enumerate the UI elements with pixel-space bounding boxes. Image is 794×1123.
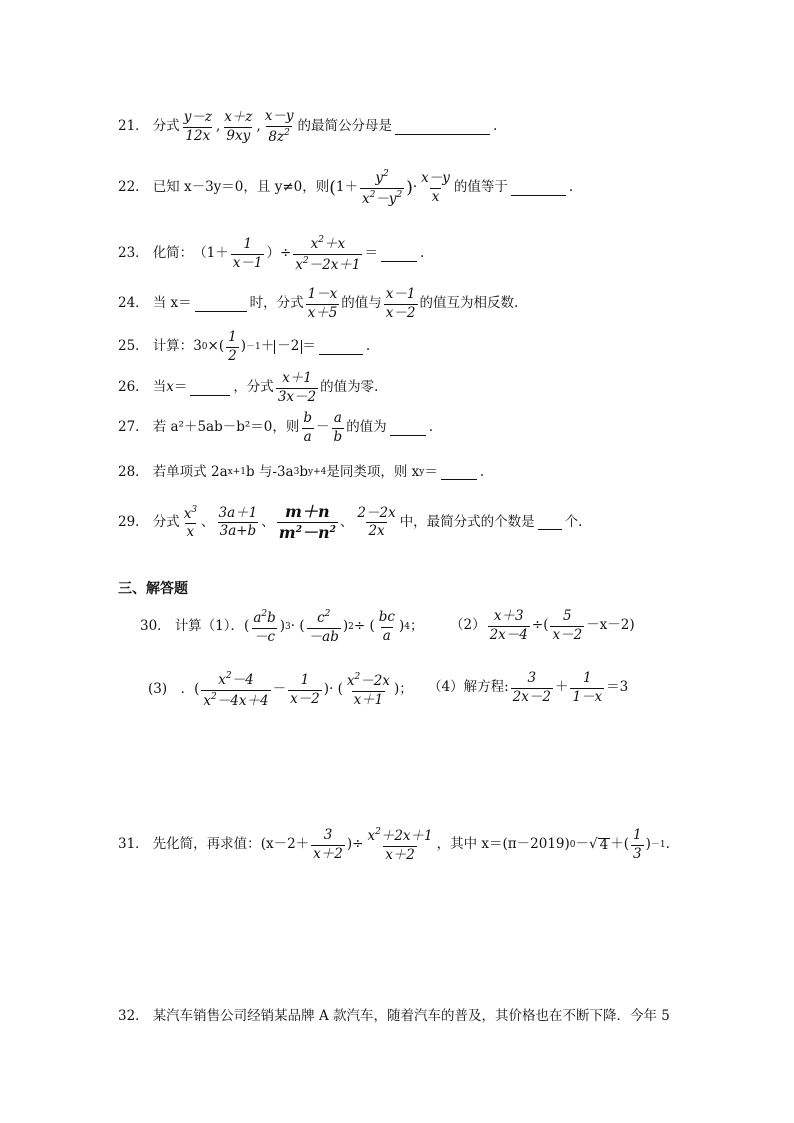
fraction: $\frac{x+1}{3x-2}$: [277, 370, 317, 405]
fraction: $\frac{2-2x}{2x}$: [357, 504, 396, 539]
answer-blank[interactable]: [511, 181, 566, 196]
fraction: $\frac{x-y}{8z^2}$: [264, 108, 294, 145]
question-32: 32． 某汽车销售公司经销某品牌 A 款汽车，随着汽车的普及，其价格也在不断下降．今年 5: [118, 1008, 670, 1024]
fraction: $\frac{a}{b}$: [333, 410, 343, 445]
fraction: $\frac{bc}{a}$: [378, 609, 395, 644]
fraction: $\frac{x^2-2x}{x+1}$: [346, 672, 390, 708]
answer-blank[interactable]: [390, 421, 426, 436]
question-31: 31． 先化简，再求值： (x－2＋ $\frac{3}{x+2}$ )÷ $\frac{x^2+2x+1}{x+2}$ ，其中 x＝(π－2019) 0 －√ 4 ＋( $\frac{1}{3}$ ) －1 .: [118, 827, 670, 863]
answer-blank[interactable]: [195, 297, 247, 312]
fraction: $\frac{1}{x-1}$: [232, 236, 263, 271]
fraction: $\frac{x^2+x}{x^2-2x+1}$: [295, 235, 361, 273]
question-23: 23． 化简： （1＋ $\frac{1}{x-1}$ ）÷ $\frac{x^2+x}{x^2-2x+1}$ ＝ .: [118, 235, 425, 273]
answer-blank[interactable]: [441, 465, 477, 480]
fraction: $\frac{5}{x-2}$: [552, 608, 583, 643]
fraction: $\frac{1}{x-2}$: [290, 672, 320, 707]
question-27: 27． 若 a²＋5ab－b²＝0，则 $\frac{b}{a}$ － $\frac{a}{b}$ 的值为 .: [118, 410, 433, 445]
fraction: $\frac{x+3}{2x-4}$: [489, 608, 528, 643]
fraction: $\frac{1-x}{x+5}$: [307, 286, 338, 321]
question-22: 22． 已知 x－3y＝0，且 y≠0，则 ( 1＋ $\frac{y^2}{x^2-y^2}$ ) · $\frac{x-y}{x}$ 的值等于 .: [118, 169, 574, 207]
fraction: $\frac{3a+1}{3a+b}$: [218, 504, 258, 539]
question-30-part-4: （4）解方程 : $\frac{3}{2x-2}$ ＋ $\frac{1}{1-x}$ ＝3: [428, 670, 629, 705]
section-title: 三、解答题: [118, 581, 188, 597]
fraction: $\frac{x-y}{x}$: [421, 170, 450, 205]
fraction: $\frac{1}{1-x}$: [572, 670, 603, 705]
fraction: $\frac{x^2-4}{x^2-4x+4}$: [203, 671, 269, 709]
fraction: $\frac{y-z}{12x}$: [183, 109, 212, 144]
fraction: $\frac{3}{x+2}$: [313, 827, 343, 862]
question-29: 29． 分式 $\frac{x^3}{x}$ 、 $\frac{3a+1}{3a+b}$ 、 $\frac{m+n}{m^2-n^2}$ 、 $\frac{2-2x}{2x}$ 中，最简分式的个数是 个.: [118, 502, 583, 542]
fraction: $\frac{b}{a}$: [303, 410, 313, 445]
fraction: $\frac{3}{2x-2}$: [512, 670, 551, 705]
answer-blank[interactable]: [319, 340, 363, 355]
question-25: 25． 计算： 3 0 ×( $\frac{1}{2}$ ) －1 ＋ －2 ＝ .: [118, 329, 371, 364]
fraction: $\frac{y^2}{x^2-y^2}$: [361, 169, 403, 207]
question-30-part-3: (3) ． ( $\frac{x^2-4}{x^2-4x+4}$ － $\frac{1}{x-2}$ )· ( $\frac{x^2-2x}{x+1}$ )；: [148, 671, 413, 709]
fraction: $\frac{x^2+2x+1}{x+2}$: [367, 827, 433, 863]
fraction: $\frac{a^2b}{-c}$: [253, 609, 276, 645]
fraction: $\frac{x-1}{x-2}$: [385, 286, 416, 321]
question-26: 26． 当 x ＝ ，分式 $\frac{x+1}{3x-2}$ 的值为零.: [118, 370, 379, 405]
question-30-part-2: （2） $\frac{x+3}{2x-4}$ ÷( $\frac{5}{x-2}$ －x－2): [450, 608, 635, 643]
answer-blank[interactable]: [381, 247, 417, 262]
fraction: $\frac{1}{2}$: [228, 329, 237, 364]
fraction: $\frac{x^3}{x}$: [183, 504, 198, 540]
question-21: 21． 分式 $\frac{y-z}{12x}$ , $\frac{x+z}{9xy}$ , $\frac{x-y}{8z^2}$ 的最简公分母是 .: [118, 108, 498, 145]
fraction: $\frac{x+z}{9xy}$: [224, 109, 253, 144]
answer-blank[interactable]: [190, 381, 230, 396]
question-30-part-1: 30． 计算（1）． ( $\frac{a^2b}{-c}$ ) 3 · ( $\frac{c^2}{-ab}$ ) 2 ÷ ( $\frac{bc}{a}$ ) 4 ；: [140, 609, 424, 645]
question-28: 28． 若单项式 2a x+1 b 与-3a 3 b y+4 是同类项，则 x y ＝ .: [118, 463, 485, 480]
fraction: $\frac{m+n}{m^2-n^2}$: [278, 502, 336, 542]
answer-blank[interactable]: [395, 120, 490, 135]
question-24: 24． 当 x＝ 时，分式 $\frac{1-x}{x+5}$ 的值与 $\frac{x-1}{x-2}$ 的值互为相反数.: [118, 286, 519, 321]
fraction: $\frac{1}{3}$: [633, 827, 642, 862]
fraction: $\frac{c^2}{-ab}$: [308, 609, 339, 645]
answer-blank[interactable]: [538, 515, 562, 530]
